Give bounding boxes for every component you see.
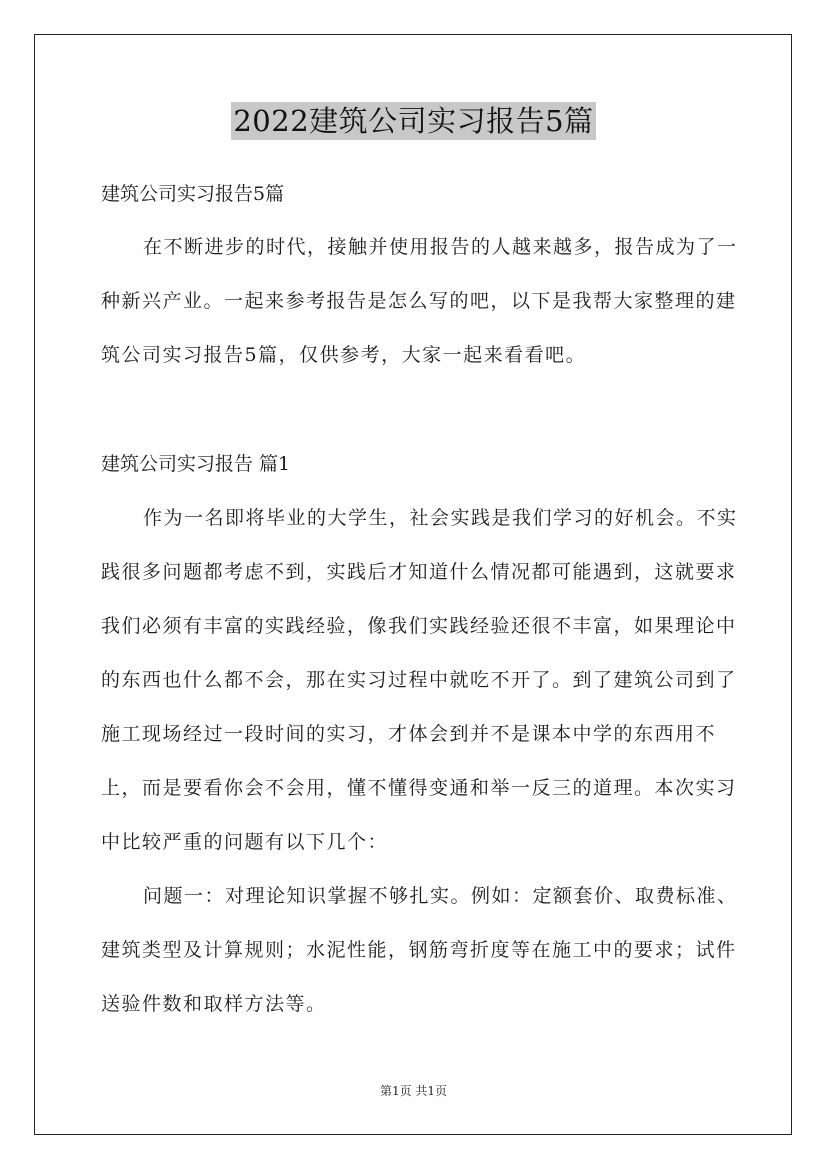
section-1-paragraph-1: 作为一名即将毕业的大学生，社会实践是我们学习的好机会。不实践很多问题都考虑不到，实践后才知道什么情况都可能遇到，这就要求我们必须有丰富的实践经验，像我们实践经验还很不丰富，如果理论中的东西也什么都不会，那在实习过程中就吃不开了。到了建筑公司到了施工现场经过一段时间的实习，才体会到并不是课本中学的东西用不上，而是要看你会不会用，懂不懂得变通和举一反三的道理。本次实习中比较严重的问题有以下几个：	[101, 507, 738, 853]
section-1-paragraph-2: 问题一：对理论知识掌握不够扎实。例如：定额套价、取费标准、建筑类型及计算规则；水泥性能，钢筋弯折度等在施工中的要求；试件送验件数和取样方法等。	[101, 885, 738, 1015]
title-container	[0, 102, 827, 140]
section-heading-1: 建筑公司实习报告 篇1	[101, 453, 291, 475]
document-title: 2022建筑公司实习报告5篇	[233, 104, 594, 138]
document-subtitle: 建筑公司实习报告5篇	[101, 183, 285, 205]
page-number-footer: 第1页 共1页	[379, 1084, 448, 1098]
intro-paragraph: 在不断进步的时代，接触并使用报告的人越来越多，报告成为了一种新兴产业。一起来参考报告是怎么写的吧，以下是我帮大家整理的建筑公司实习报告5篇，仅供参考，大家一起来看看吧。	[101, 236, 738, 366]
